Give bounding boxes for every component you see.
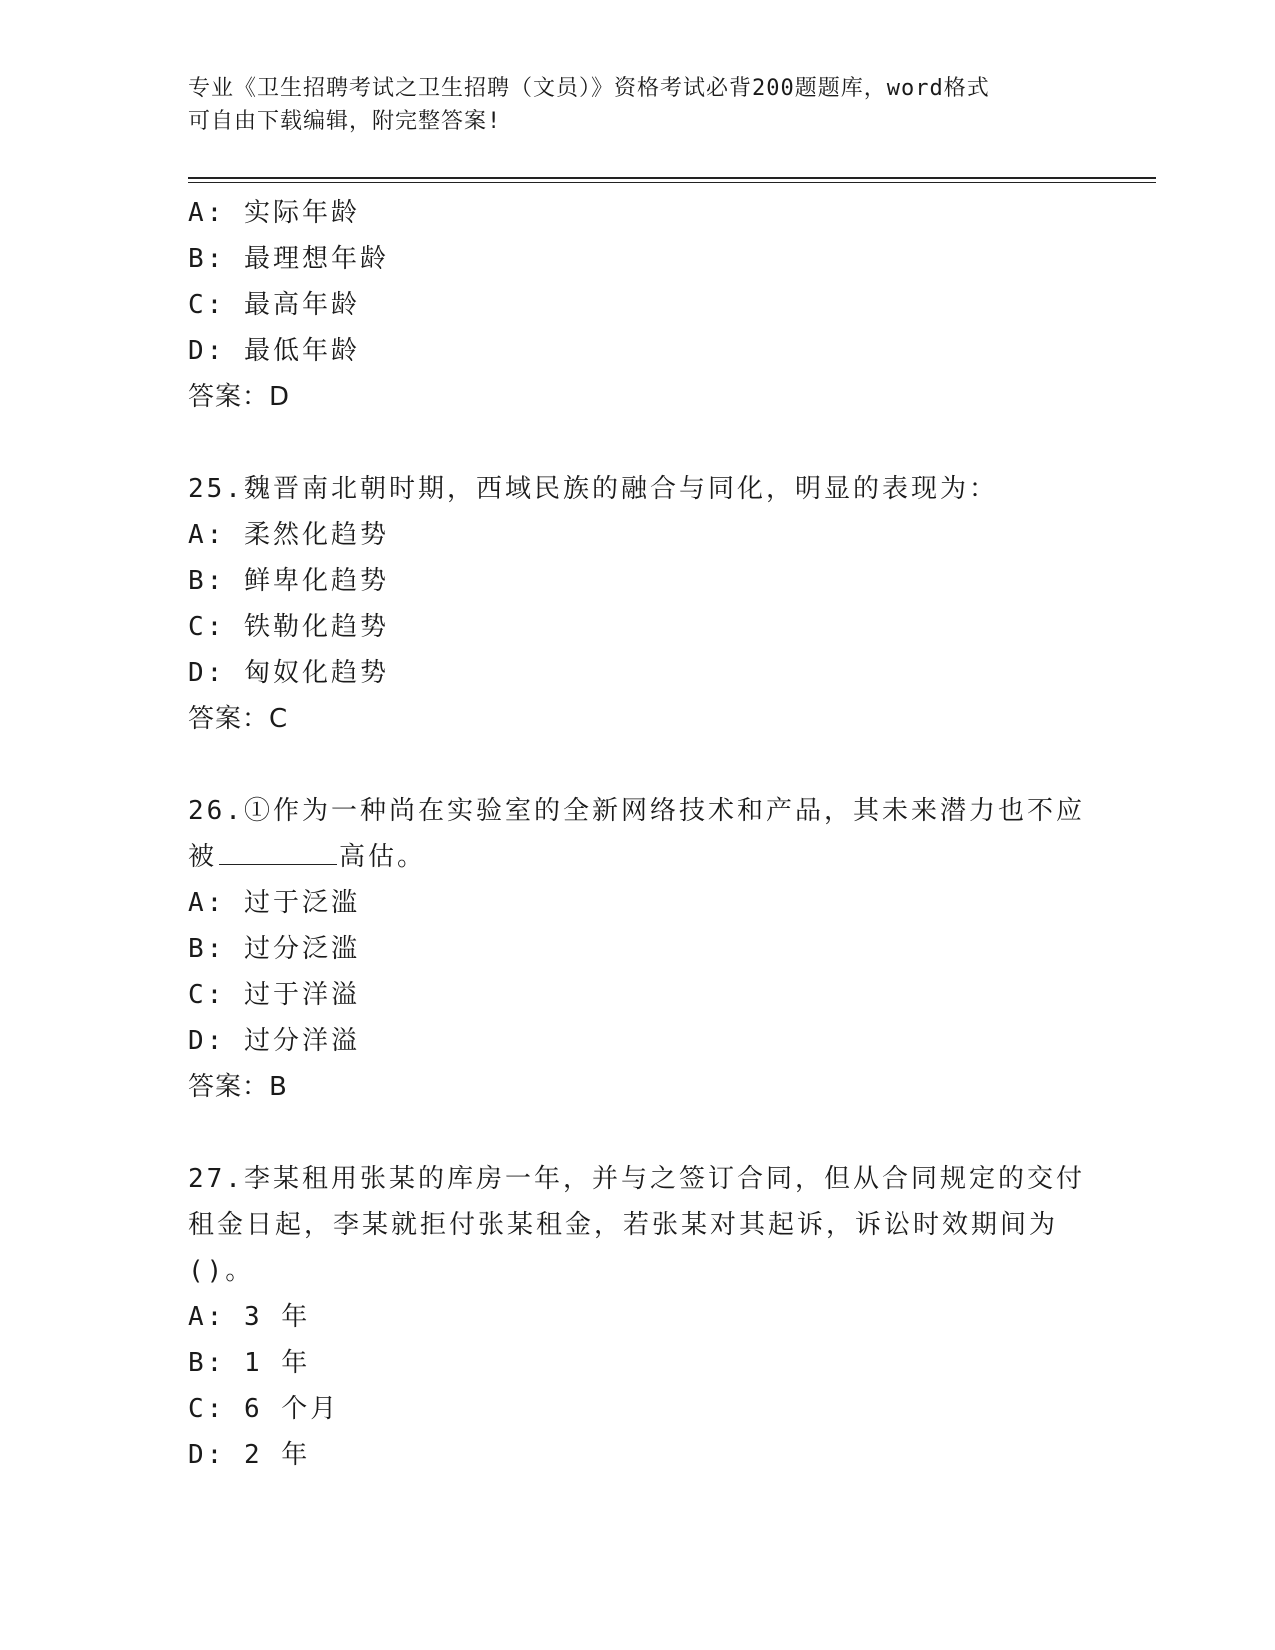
question-text-line-2 xyxy=(188,834,1088,880)
option-c: C: 过于洋溢 xyxy=(188,980,360,1010)
answer-line: 答案：D xyxy=(188,382,291,412)
option-a: A: 柔然化趋势 xyxy=(188,520,389,550)
option-d: D: 过分洋溢 xyxy=(188,1026,360,1056)
question-list xyxy=(188,190,1088,1478)
option-d: D: 2 年 xyxy=(188,1440,311,1470)
fill-in-blank xyxy=(219,836,337,865)
question-text: 25.魏晋南北朝时期，西域民族的融合与同化，明显的表现为： xyxy=(188,474,998,504)
option-b: B: 最理想年龄 xyxy=(188,244,389,274)
option-a: A: 过于泛滥 xyxy=(188,888,360,918)
answer-line: 答案：C xyxy=(188,704,289,734)
header-subtitle-line: 可自由下载编辑，附完整答案! xyxy=(188,109,502,134)
option-b: B: 鲜卑化趋势 xyxy=(188,566,389,596)
question-text-start: 被 xyxy=(188,842,218,872)
option-b: B: 过分泛滥 xyxy=(188,934,360,964)
answer-line: 答案：B xyxy=(188,1072,288,1102)
option-c: C: 6 个月 xyxy=(188,1394,340,1424)
option-c: C: 最高年龄 xyxy=(188,290,360,320)
question-text-line-1: 27.李某租用张某的库房一年，并与之签订合同，但从合同规定的交付 xyxy=(188,1164,1085,1194)
option-a: A: 实际年龄 xyxy=(188,198,360,228)
spacer xyxy=(188,420,1088,466)
header-divider-thick xyxy=(188,177,1156,179)
option-d: D: 最低年龄 xyxy=(188,336,360,366)
question-text-line-1: 26.①作为一种尚在实验室的全新网络技术和产品，其未来潜力也不应 xyxy=(188,796,1085,826)
question-24 xyxy=(188,190,1088,420)
header-divider-thin xyxy=(188,182,1156,183)
question-text-line-2: 租金日起，李某就拒付张某租金，若张某对其起诉，诉讼时效期间为 xyxy=(188,1210,1059,1240)
option-c: C: 铁勒化趋势 xyxy=(188,612,389,642)
question-25 xyxy=(188,466,1088,742)
spacer xyxy=(188,742,1088,788)
question-text-line-3: ()。 xyxy=(188,1256,255,1286)
document-header xyxy=(188,72,1088,138)
option-b: B: 1 年 xyxy=(188,1348,311,1378)
spacer xyxy=(188,1110,1088,1156)
option-a: A: 3 年 xyxy=(188,1302,311,1332)
option-d: D: 匈奴化趋势 xyxy=(188,658,389,688)
question-text-end: 高估。 xyxy=(339,842,427,872)
header-title-line: 专业《卫生招聘考试之卫生招聘（文员）》资格考试必背200题题库，word格式 xyxy=(188,76,990,101)
question-26 xyxy=(188,788,1088,1110)
question-27 xyxy=(188,1156,1088,1478)
